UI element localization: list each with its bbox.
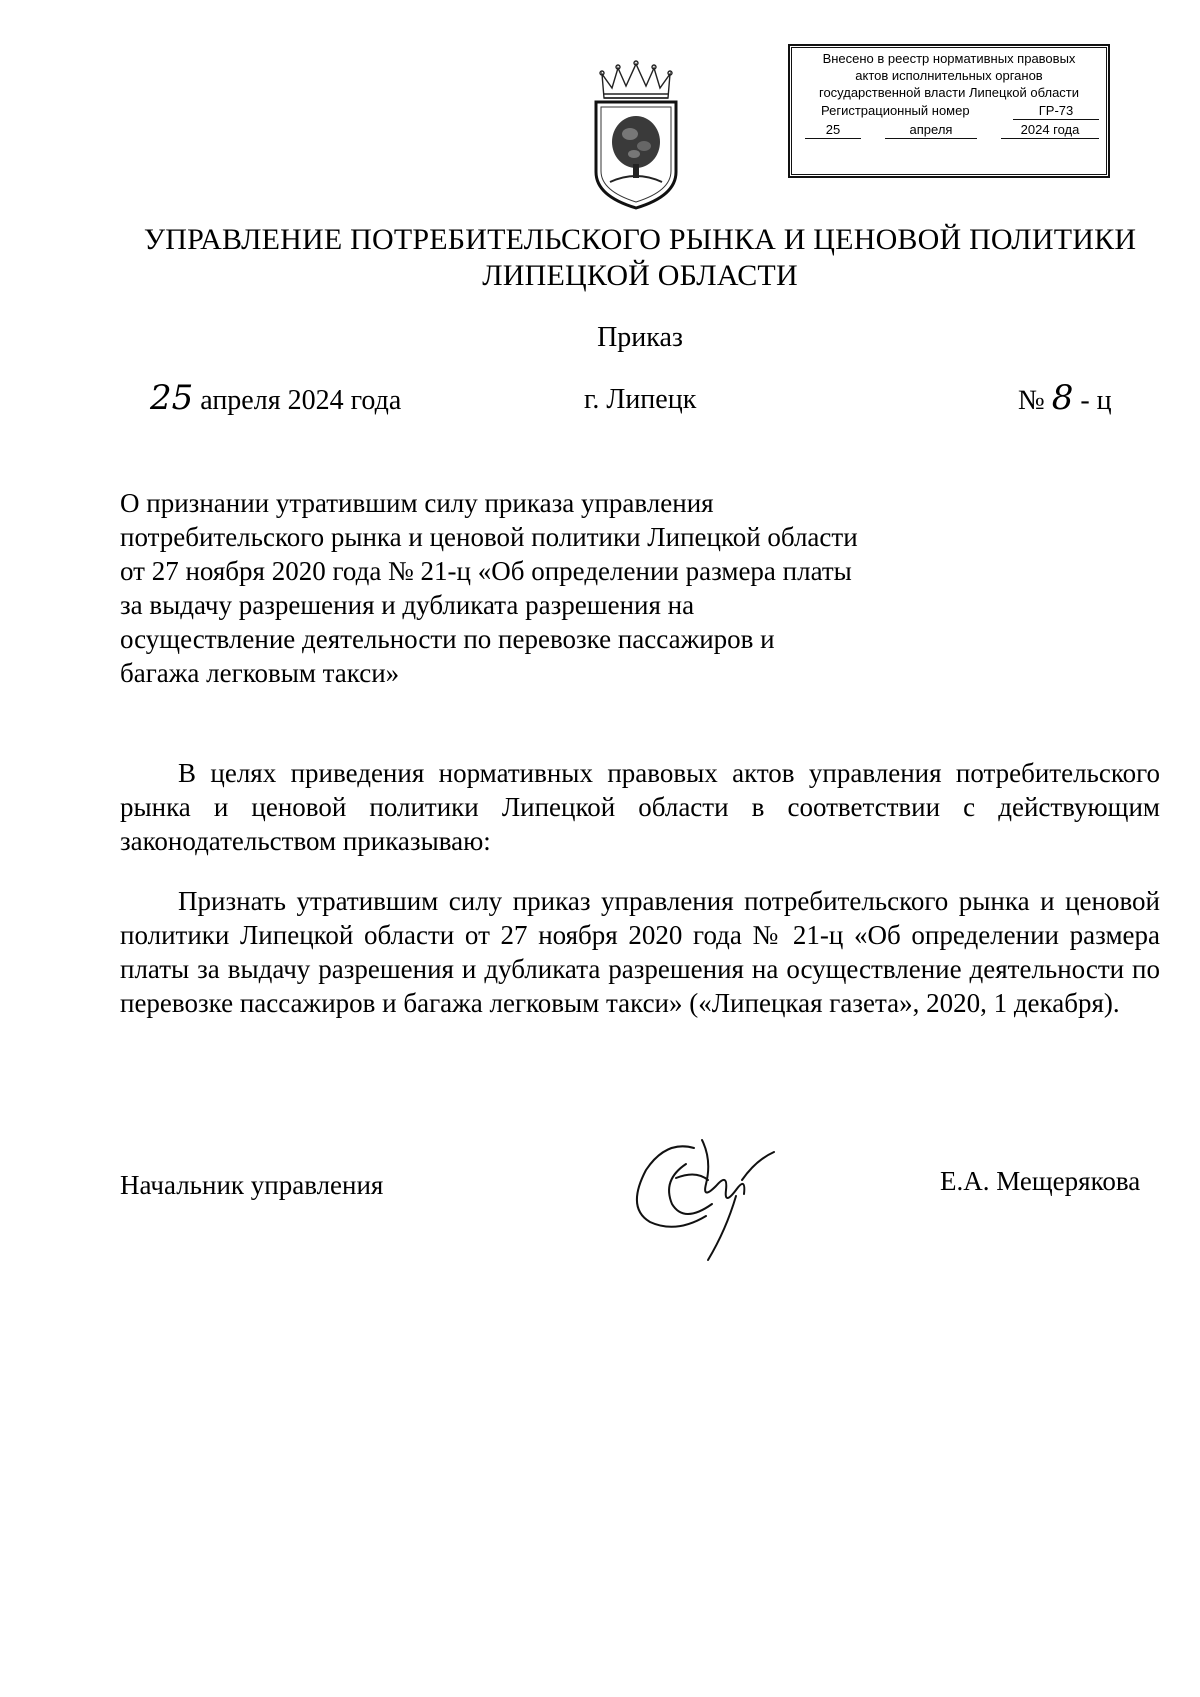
stamp-line-2: актов исполнительных органов <box>855 68 1043 83</box>
order-number-prefix: № <box>1018 385 1045 416</box>
stamp-date-row <box>795 121 1103 139</box>
order-number-suffix: - ц <box>1080 385 1112 416</box>
body-paragraph-2: Признать утратившим силу приказ управления потребительского рынка и ценовой политики Липецкой области от 27 ноября 2020 года № 21-ц «Об определении размера платы за выдачу разрешения и дубликата разрешения на осуществление деятельности по перевозке пассажиров и багажа легковым такси» («Липецкая газета», 2020, 1 декабря). <box>120 886 1160 1018</box>
stamp-reg-number: ГР-73 <box>1013 102 1099 120</box>
stamp-registration-row <box>795 102 1103 120</box>
stamp-reg-label: Регистрационный номер <box>821 103 970 118</box>
body-paragraph-1: В целях приведения нормативных правовых актов управления потребительского рынка и ценовой политики Липецкой области в соответствии с действующим законодательством приказываю: <box>120 758 1160 856</box>
registry-stamp <box>788 44 1110 178</box>
stamp-month: апреля <box>885 121 977 139</box>
order-day-handwritten: 25 <box>150 378 194 418</box>
document-type: Приказ <box>597 322 683 353</box>
order-date <box>150 378 401 418</box>
lipetsk-coat-of-arms-icon <box>590 60 682 210</box>
order-subject: О признании утратившим силу приказа управления потребительского рынка и ценовой политики Липецкой области от 27 ноября 2020 года № 21-ц «Об определении размера платы за выдачу разрешения и дубликата разрешения на осуществление деятельности по перевозке пассажиров и багажа легковым такси» <box>120 488 858 688</box>
organization-name-line-2: ЛИПЕЦКОЙ ОБЛАСТИ <box>482 259 798 292</box>
order-month-year: апреля 2024 года <box>200 385 402 416</box>
signatory-name: Е.А. Мещерякова <box>940 1166 1141 1196</box>
signatory-title: Начальник управления <box>120 1170 384 1200</box>
stamp-year: 2024 года <box>1001 121 1099 139</box>
stamp-line-3: государственной власти Липецкой области <box>818 85 1080 100</box>
organization-name-line-1: УПРАВЛЕНИЕ ПОТРЕБИТЕЛЬСКОГО РЫНКА И ЦЕНОВОЙ ПОЛИТИКИ <box>143 223 1137 256</box>
organization-name <box>120 222 1160 294</box>
stamp-line-1: Внесено в реестр нормативных правовых <box>822 51 1076 66</box>
order-info-line <box>0 378 1200 418</box>
handwritten-signature <box>616 1120 816 1270</box>
order-number <box>1018 378 1112 418</box>
stamp-day: 25 <box>805 121 861 139</box>
order-city: г. Липецк <box>584 384 697 415</box>
order-number-handwritten: 8 <box>1051 378 1074 418</box>
